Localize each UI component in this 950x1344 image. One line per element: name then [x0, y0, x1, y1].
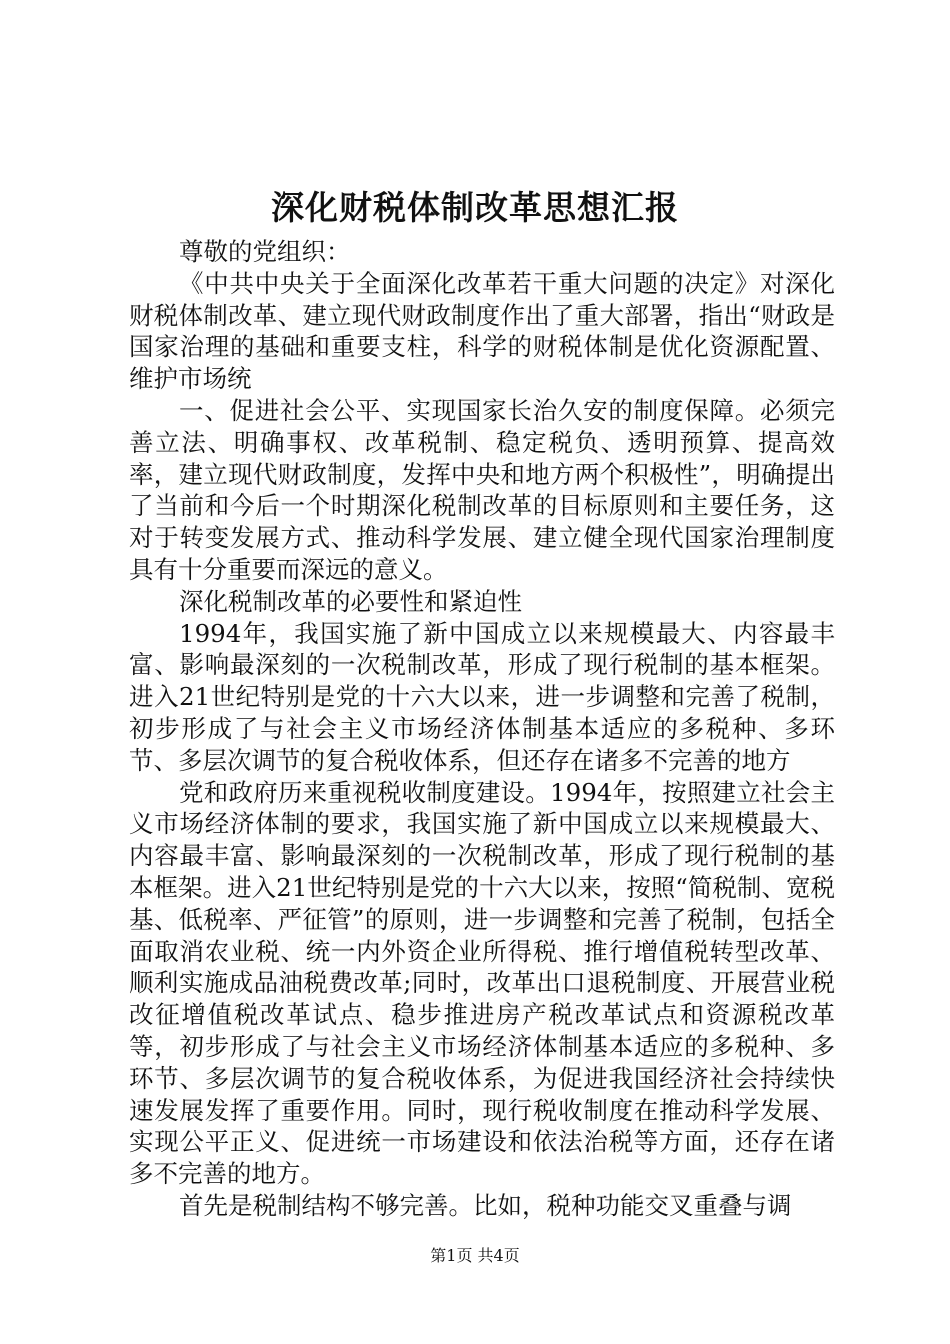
body-paragraph: 1994年，我国实施了新中国成立以来规模最大、内容最丰富、影响最深刻的一次税制改革，形成了现行税制的基本框架。进入21世纪特别是党的十六大以来，进一步调整和完善了税制，初步形成了与社会主义市场经济体制基本适应的多税种、多环节、多层次调节的复合税收体系，但还存在诸多不完善的地方: [129, 618, 835, 775]
body-paragraph: 党和政府历来重视税收制度建设。1994年，按照建立社会主义市场经济体制的要求，我国实施了新中国成立以来规模最大、内容最丰富、影响最深刻的一次税制改革，形成了现行税制的基本框架。进入21世纪特别是党的十六大以来，按照“简税制、宽税基、低税率、严征管”的原则，进一步调整和完善了税制，包括全面取消农业税、统一内外资企业所得税、推行增值税转型改革、顺利实施成品油税费改革;同时，改革出口退税制度、开展营业税改征增值税改革试点、稳步推进房产税改革试点和资源税改革等，初步形成了与社会主义市场经济体制基本适应的多税种、多环节、多层次调节的复合税收体系，为促进我国经济社会持续快速发展发挥了重要作用。同时，现行税收制度在推动科学发展、实现公平正义、促进统一市场建设和依法治税等方面，还存在诸多不完善的地方。: [129, 777, 835, 1189]
body-paragraph: 一、促进社会公平、实现国家长治久安的制度保障。必须完善立法、明确事权、改革税制、稳定税负、透明预算、提高效率，建立现代财政制度，发挥中央和地方两个积极性”，明确提出了当前和今后一个时期深化税制改革的目标原则和主要任务，这对于转变发展方式、推动科学发展、建立健全现代国家治理制度具有十分重要而深远的意义。: [129, 395, 835, 584]
body-paragraph: 首先是税制结构不够完善。比如，税种功能交叉重叠与调: [179, 1190, 792, 1220]
page-footer: 第1页 共4页: [430, 1246, 520, 1265]
section-heading: 深化税制改革的必要性和紧迫性: [179, 586, 522, 616]
document-body: [129, 236, 835, 1222]
document-title: 深化财税体制改革思想汇报: [271, 188, 679, 227]
body-paragraph: 《中共中央关于全面深化改革若干重大问题的决定》对深化财税体制改革、建立现代财政制度作出了重大部署，指出“财政是国家治理的基础和重要支柱，科学的财税体制是优化资源配置、维护市场统: [129, 268, 835, 394]
salutation-paragraph: 尊敬的党组织：: [179, 237, 351, 266]
